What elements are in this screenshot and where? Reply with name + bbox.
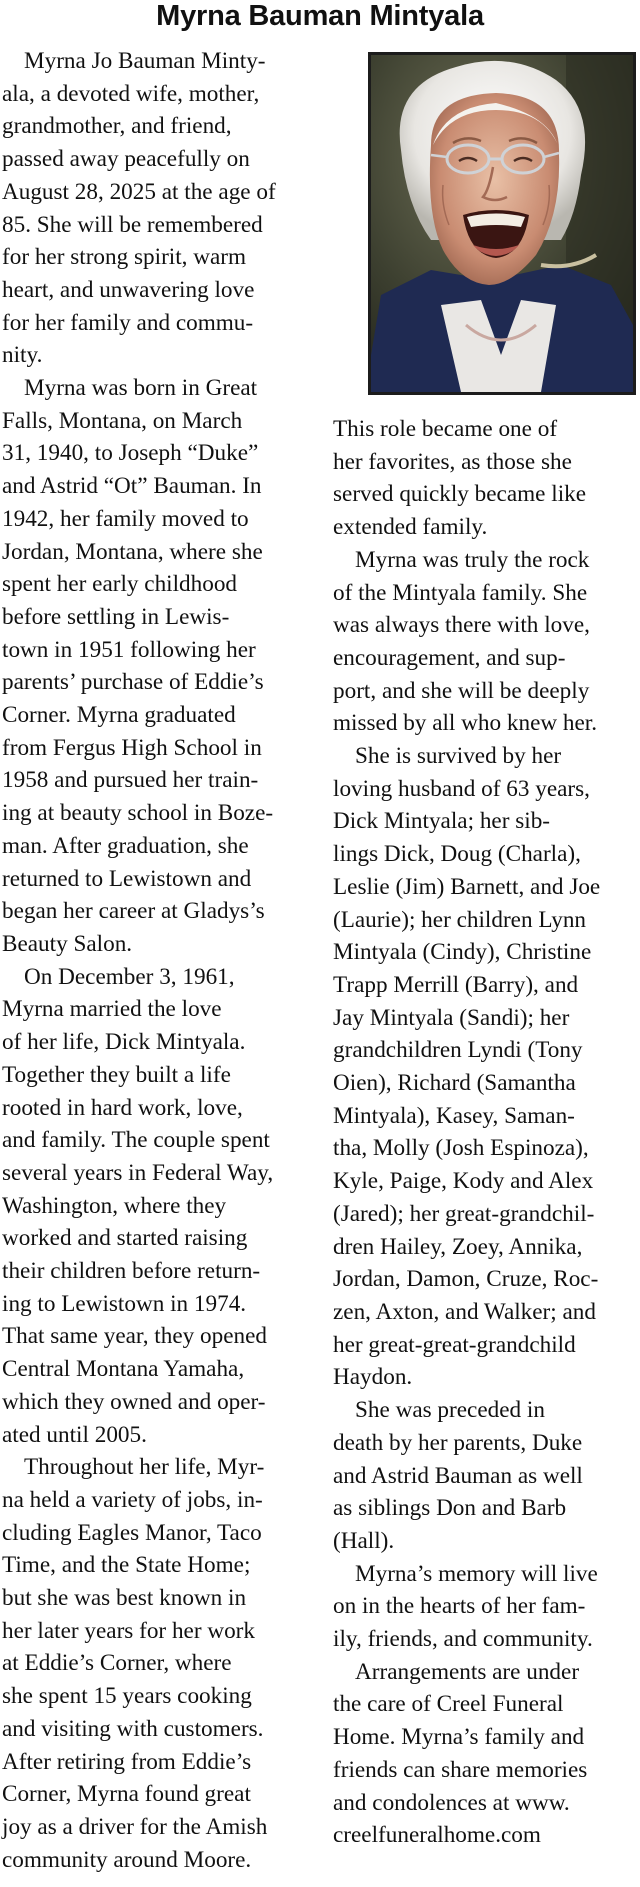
paragraph-arrangements: Arrangements are under the care of Creel Funeral Home. Myrna’s family and friends can share memories and condolences at www. creelfuneralhome.com — [333, 1658, 588, 1849]
obituary-title: Myrna Bauman Mintyala — [156, 0, 484, 32]
paragraph-memory: Myrna’s memory will live on in the hearts of her fam- ily, friends, and community. — [333, 1560, 598, 1653]
paragraph-career: Throughout her life, Myr- na held a variety of jobs, in- cluding Eagles Manor, Taco Time, and the State Home; but she was best known in her later years for her work at Eddie’s Corner, where she spent 15 years cooking and visiting with customers. After retiring from Eddie’s Corner, Myrna found great joy as a driver for the Amish community around Moore. — [2, 1454, 268, 1873]
paragraph-survived-by: She is survived by her loving husband of 63 years, Dick Mintyala; her sib- lings Dick, Doug (Charla), Leslie (Jim) Barnett, and Joe (Laurie); her children Lynn Mintyala (Cindy), Christine Trapp Merrill (Barry), and Jay Mintyala (Sandi); her grandchildren Lyndi (Tony Oien), Richard (Samantha Mintyala), Kasey, Saman- tha, Molly (Josh Espinoza), Kyle, Paige, Kody and Alex (Jared); her great-grandchil- dren Hailey, Zoey, Annika, Jordan, Damon, Cruze, Roc- zen, Axton, and Walker; and her great-great-grandchild Haydon. — [333, 743, 601, 1391]
paragraph-early-life: Myrna was born in Great Falls, Montana, on March 31, 1940, to Joseph “Duke” and Astrid “Ot” Bauman. In 1942, her family moved to Jordan, Montana, where she spent her early childhood before settling in Lewis- town in 1951 following her parents’ purchase of Eddie’s Corner. Myrna graduated from Fergus High School in 1958 and pursued her train- ing at beauty school in Boze- man. After graduation, she returned to Lewistown and began her career at Gladys’s Beauty Salon. — [2, 375, 274, 957]
portrait-photo — [368, 52, 636, 395]
paragraph-introduction: Myrna Jo Bauman Minty- ala, a devoted wife, mother, grandmother, and friend, passed away peacefully on August 28, 2025 at the age of 85. She will be remembered for her strong spirit, warm heart, and unwavering love for her family and commu- nity. — [2, 48, 276, 369]
paragraph-marriage: On December 3, 1961, Myrna married the love of her life, Dick Mintyala. Together they built a life rooted in hard work, love, and family. The couple spent several years in Federal Way, Washington, where they worked and started raising their children before return- ing to Lewistown in 1974. That same year, they opened Central Montana Yamaha, which they owned and oper- ated until 2005. — [2, 963, 274, 1448]
paragraph-family-rock: Myrna was truly the rock of the Mintyala family. She was always there with love, encouragement, and sup- port, and she will be deeply missed by all who knew her. — [333, 546, 598, 737]
paragraph-preceded-by: She was preceded in death by her parents, Duke and Astrid Bauman as well as siblings Don and Barb (Hall). — [333, 1397, 583, 1554]
portrait-illustration — [371, 55, 633, 392]
paragraph-career-continued: This role became one of her favorites, as those she served quickly became like extended family. — [333, 416, 587, 541]
right-text-column — [333, 413, 639, 1852]
left-text-column — [2, 45, 308, 1876]
